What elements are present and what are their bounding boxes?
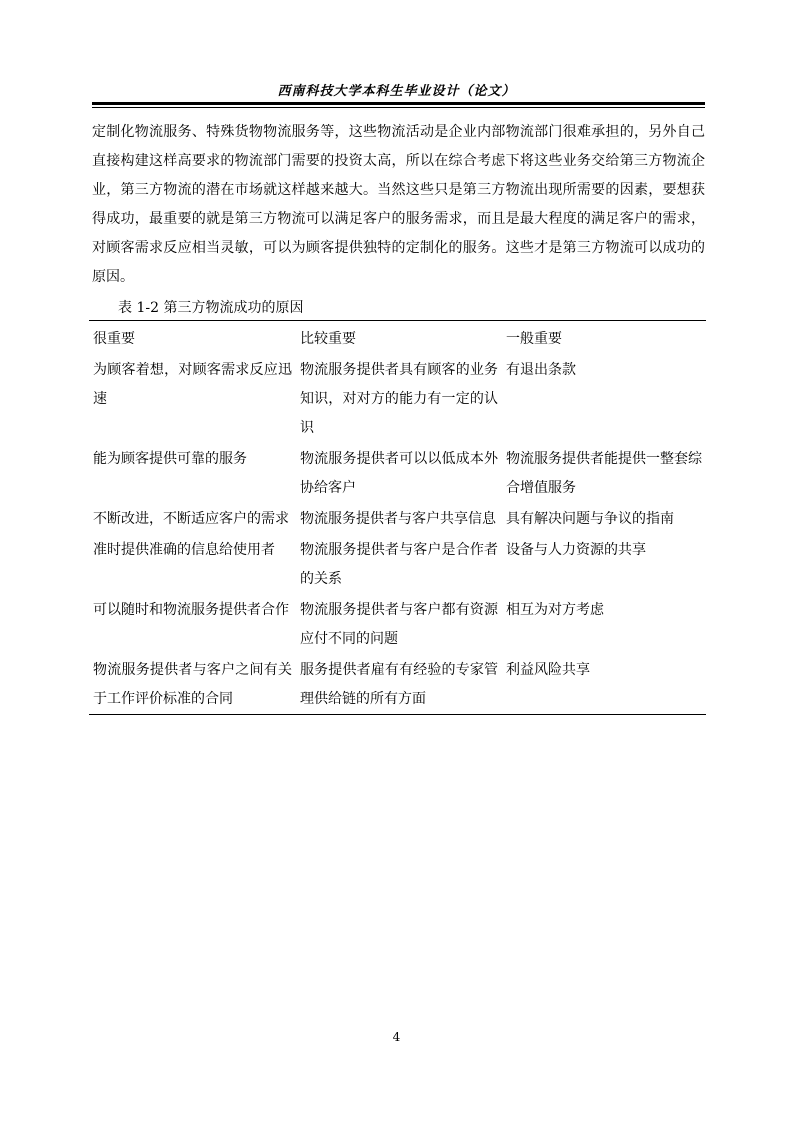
table-cell: 具有解决问题与争议的指南 xyxy=(506,511,674,527)
table-cell: 可以随时和物流服务提供者合作 xyxy=(93,602,289,618)
table-row xyxy=(89,594,706,654)
table-cell: 不断改进，不断适应客户的需求 xyxy=(93,511,289,527)
body-text xyxy=(92,118,705,292)
running-header-title: 西南科技大学本科生毕业设计（论文） xyxy=(277,84,516,99)
table-row xyxy=(89,503,706,534)
table-cell: 设备与人力资源的共享 xyxy=(506,542,646,558)
table-cell: 利益风险共享 xyxy=(506,662,590,678)
table-cell: 为顾客着想，对顾客需求反应迅速 xyxy=(93,362,292,407)
table-cell: 物流服务提供者与客户都有资源应付不同的问题 xyxy=(300,602,498,647)
table-cell: 物流服务提供者可以以低成本外协给客户 xyxy=(300,451,498,496)
table-cell: 相互为对方考虑 xyxy=(506,602,604,618)
table-cell: 有退出条款 xyxy=(506,362,576,378)
page-number: 4 xyxy=(392,1030,401,1044)
reasons-table xyxy=(89,320,706,715)
table-cell: 物流服务提供者与客户共享信息 xyxy=(300,511,496,527)
table-row xyxy=(89,534,706,594)
header-rule-thick xyxy=(92,102,705,105)
table-caption: 表 1-2 第三方物流成功的原因 xyxy=(118,300,304,316)
table-header-row xyxy=(89,321,706,354)
table-cell: 准时提供准确的信息给使用者 xyxy=(93,542,275,558)
header-generally-important: 一般重要 xyxy=(506,331,562,347)
table-cell: 物流服务提供者与客户之间有关于工作评价标准的合同 xyxy=(93,662,292,707)
table-row xyxy=(89,354,706,443)
header-fairly-important: 比较重要 xyxy=(300,331,356,347)
table-row xyxy=(89,654,706,714)
table-cell: 服务提供者雇有有经验的专家管理供给链的所有方面 xyxy=(300,662,498,707)
table-cell: 物流服务提供者与客户是合作者的关系 xyxy=(300,542,498,587)
table-cell: 物流服务提供者能提供一整套综合增值服务 xyxy=(506,451,702,496)
table-cell: 能为顾客提供可靠的服务 xyxy=(93,451,247,467)
header-rule-thin xyxy=(92,107,705,108)
table-cell: 物流服务提供者具有顾客的业务知识，对对方的能力有一定的认识 xyxy=(300,362,498,436)
body-paragraph: 定制化物流服务、特殊货物物流服务等，这些物流活动是企业内部物流部门很难承担的，另外自己直接构建这样高要求的物流部门需要的投资太高，所以在综合考虑下将这些业务交给第三方物流企业，第三方物流的潜在市场就这样越来越大。当然这些只是第三方物流出现所需要的因素，要想获得成功，最重要的就是第三方物流可以满足客户的服务需求，而且是最大程度的满足客户的需求，对顾客需求反应相当灵敏，可以为顾客提供独特的定制化的服务。这些才是第三方物流可以成功的原因。 xyxy=(92,124,705,285)
header-very-important: 很重要 xyxy=(93,331,135,347)
table-row xyxy=(89,443,706,503)
